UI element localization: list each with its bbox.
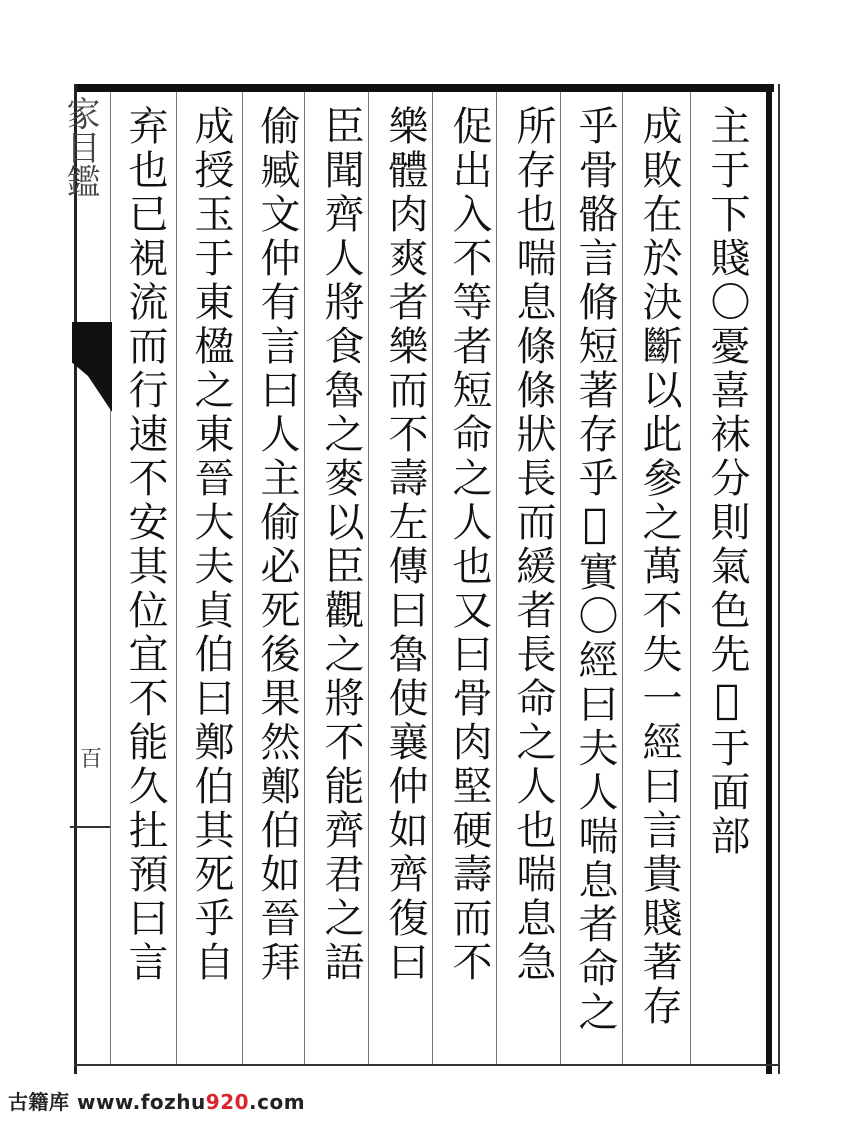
text-column-5: 促出入不等者短命之人也又曰骨肉堅硬壽而不 (446, 105, 492, 985)
frame-right-inner-border (778, 84, 780, 1074)
column-rule (110, 92, 111, 1064)
text-column-10: 弃也已視流而行速不安其位宜不能久扗預曰言 (122, 105, 168, 985)
gutter-divider (70, 826, 110, 828)
page-gutter (60, 92, 110, 1064)
column-rule (432, 92, 433, 1064)
frame-bottom-border (74, 1064, 778, 1066)
watermark-prefix: 古籍库 www.fozhu (8, 1090, 206, 1114)
text-column-3: 乎骨骼言脩短著存乎𧇊實〇經曰夫人喘息者命之 (572, 105, 618, 1035)
watermark-number: 920 (205, 1090, 250, 1114)
watermark-suffix: .com (249, 1090, 306, 1114)
column-rule (622, 92, 623, 1064)
column-rule (560, 92, 561, 1064)
gutter-leaf-number: 百 (80, 747, 103, 772)
site-watermark (8, 1086, 305, 1114)
column-rule (242, 92, 243, 1064)
frame-top-border (74, 84, 774, 92)
text-column-2: 成敗在於決斷以此參之萬不失一經曰言貴賤著存 (636, 105, 682, 1029)
frame-right-border (766, 84, 772, 1074)
text-column-6: 樂體肉爽者樂而不壽左傳曰魯使襄仲如齊復曰 (382, 105, 428, 985)
text-column-7: 臣聞齊人將食魯之麥以臣觀之將不能齊君之語 (318, 105, 364, 985)
column-rule (176, 92, 177, 1064)
column-rule (690, 92, 691, 1064)
text-column-9: 成授玉于東楹之東晉大夫貞伯曰鄭伯其死乎自 (188, 105, 234, 985)
text-column-8: 偷臧文仲有言曰人主偷必死後果然鄭伯如晉拜 (254, 105, 300, 985)
column-rule (496, 92, 497, 1064)
fish-tail-mark (72, 322, 112, 412)
text-column-1: 主于下賤〇憂喜袜分則氣色先𤼵于面部 (704, 105, 750, 859)
column-rule (304, 92, 305, 1064)
text-column-4: 所存也喘息條條狀長而緩者長命之人也喘息急 (510, 105, 556, 985)
gutter-book-title: 家目鑑 (60, 96, 100, 198)
column-rule (368, 92, 369, 1064)
